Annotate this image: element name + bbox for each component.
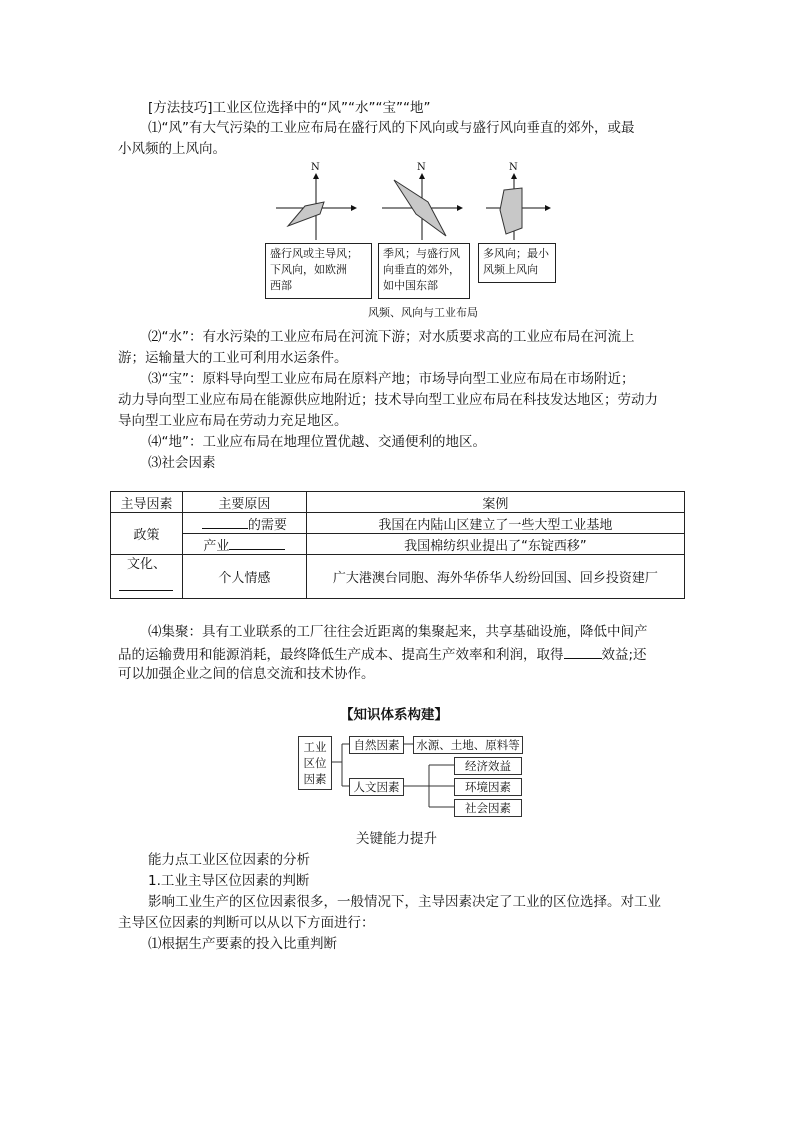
reason-cell: 个人情感 (182, 555, 306, 599)
table-row (111, 555, 685, 599)
agglomeration-line2-prefix: 品的运输费用和能源消耗，最终降低生产成本、提高生产效率和利润，取得 (118, 647, 564, 663)
table-header-cell: 主导因素 (111, 492, 183, 513)
agglomeration-line3: 可以加强企业之间的信息交流和技术协作。 (118, 666, 375, 682)
fill-blank[interactable] (202, 513, 248, 529)
wind-box2-line3: 如中国东部 (383, 279, 438, 292)
wind-diagram-multi (486, 174, 550, 240)
ability-point: 能力点工业区位因素的分析 (148, 852, 310, 868)
fill-blank[interactable] (564, 643, 602, 659)
treasure-paragraph-line3: 导向型工业应布局在劳动力充足地区。 (118, 413, 348, 429)
wind-box1-line1: 盛行风或主导风； (270, 247, 358, 260)
wind-box3-line1: 多风向；最小 (483, 247, 549, 260)
knowledge-root-box (298, 736, 332, 790)
reason-cell (182, 513, 306, 534)
wind-paragraph-line2: 小风频的上风向。 (118, 141, 226, 157)
case-cell: 广大港澳台同胞、海外华侨华人纷纷回国、回乡投资建厂 (306, 555, 684, 599)
knowledge-root-line3: 因素 (303, 772, 327, 786)
north-label-1: N (311, 162, 320, 173)
ability-body-line1: 影响工业生产的区位因素很多，一般情况下，主导因素决定了工业的区位选择。对工业 (148, 894, 661, 910)
reason-prefix: 产业 (203, 539, 230, 554)
north-label-3: N (509, 162, 518, 173)
treasure-paragraph-line1: ⑶“宝”：原料导向型工业应布局在原料产地；市场导向型工业应布局在市场附近； (148, 371, 635, 387)
case-cell: 我国棉纺织业提出了“东锭西移” (306, 534, 684, 555)
wind-paragraph-line1: ⑴“风”有大气污染的工业应布局在盛行风的下风向或与盛行风向垂直的郊外，或最 (148, 120, 635, 136)
social-factors-table (110, 491, 685, 599)
ability-body-line2: 主导区位因素的判断可以从以下方面进行： (118, 915, 375, 931)
table-row (111, 534, 685, 555)
social-factors-heading: ⑶社会因素 (148, 455, 216, 471)
human-factors-box: 人文因素 (349, 778, 404, 796)
table-row (111, 513, 685, 534)
wind-box-multi (478, 243, 556, 283)
agglomeration-line2-suffix: 效益;还 (601, 647, 647, 663)
table-header-cell: 案例 (306, 492, 684, 513)
wind-box2-line1: 季风；与盛行风 (383, 247, 460, 260)
knowledge-title: 【知识体系构建】 (340, 707, 448, 723)
fill-blank[interactable] (119, 575, 173, 591)
policy-cell: 政策 (111, 513, 183, 555)
wind-diagram-prevailing (276, 174, 356, 240)
wind-box1-line2: 下风向，如欧洲 (270, 263, 347, 276)
wind-figure (260, 162, 560, 322)
knowledge-root-line1: 工业 (303, 740, 327, 754)
wind-diagrams-svg (260, 162, 560, 242)
land-paragraph: ⑷“地”：工业应布局在地理位置优越、交通便利的地区。 (148, 434, 486, 450)
knowledge-diagram (297, 734, 527, 818)
agglomeration-line1: ⑷集聚：具有工业联系的工厂往往会近距离的集聚起来，共享基础设施，降低中间产 (148, 624, 648, 640)
culture-label: 文化、 (126, 557, 166, 572)
ability-title: 关键能力提升 (356, 831, 437, 847)
ability-subheading-2: ⑴根据生产要素的投入比重判断 (148, 936, 337, 952)
wind-box2-line2: 向垂直的郊外， (383, 263, 460, 276)
north-label-2: N (417, 162, 426, 173)
case-cell: 我国在内陆山区建立了一些大型工业基地 (306, 513, 684, 534)
reason-suffix: 的需要 (247, 518, 287, 533)
environment-factors-box: 环境因素 (454, 778, 522, 796)
natural-detail-box: 水源、土地、原料等 (413, 736, 523, 754)
wind-box3-line2: 风频上风向 (483, 263, 538, 276)
ability-subheading: 1.工业主导区位因素的判断 (148, 873, 310, 889)
social-factors-box: 社会因素 (454, 799, 522, 817)
economic-benefit-box: 经济效益 (454, 757, 522, 775)
water-paragraph-line1: ⑵“水”：有水污染的工业应布局在河流下游；对水质要求高的工业应布局在河流上 (148, 329, 635, 345)
treasure-paragraph-line2: 动力导向型工业应布局在能源供应地附近；技术导向型工业应布局在科技发达地区；劳动力 (118, 392, 658, 408)
table-header-cell: 主要原因 (182, 492, 306, 513)
culture-cell (111, 555, 183, 599)
natural-factors-box: 自然因素 (349, 736, 404, 754)
table-header-row (111, 492, 685, 513)
reason-cell (182, 534, 306, 555)
wind-box1-line3: 西部 (270, 279, 292, 292)
wind-figure-caption: 风频、风向与工业布局 (368, 306, 478, 319)
wind-box-monsoon (378, 243, 470, 299)
water-paragraph-line2: 游；运输量大的工业可利用水运条件。 (118, 350, 348, 366)
knowledge-root-line2: 区位 (303, 756, 327, 770)
wind-diagram-monsoon (382, 174, 462, 240)
fill-blank[interactable] (229, 534, 285, 550)
wind-box-prevailing (265, 243, 372, 299)
agglomeration-line2 (118, 643, 647, 665)
method-heading: [方法技巧]工业区位选择中的“风”“水”“宝”“地” (148, 100, 431, 116)
